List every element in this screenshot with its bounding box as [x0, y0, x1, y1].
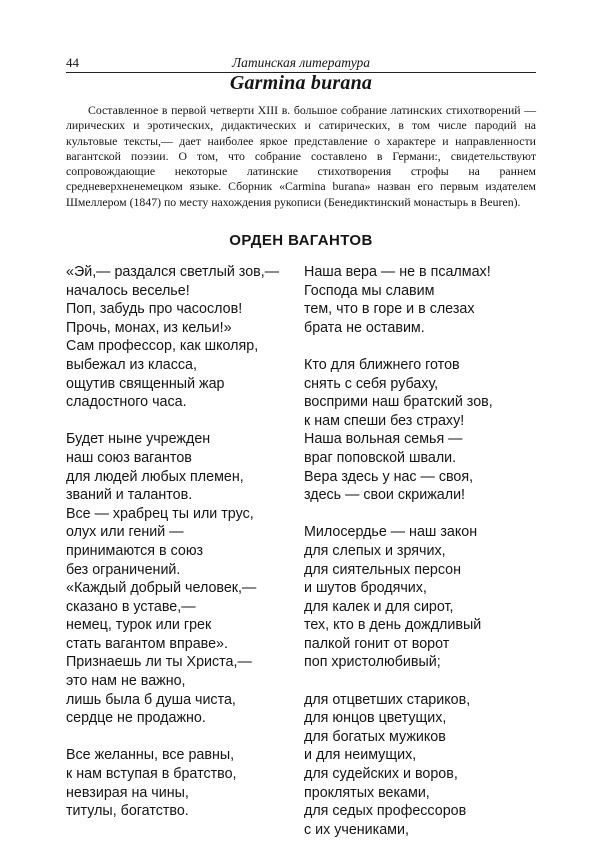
- poem-left-column: [66, 263, 294, 839]
- poem-line: Будет ныне учрежден: [66, 431, 211, 448]
- poem-line: для судейских и воров,: [304, 766, 458, 783]
- poem-line: Прочь, монах, из кельи!»: [66, 319, 232, 336]
- poem-line: «Каждый добрый человек,—: [66, 580, 257, 597]
- poem-line: титулы, богатство.: [66, 803, 189, 820]
- poem-line: олух или гений —: [66, 524, 184, 541]
- poem-line: тем, что в горе и в слезах: [304, 301, 475, 318]
- poem-line: и шутов бродячих,: [304, 580, 427, 597]
- poem-stanza: [304, 356, 540, 505]
- poem-line: и для неимущих,: [304, 747, 417, 764]
- poem-line: снять с себя рубаху,: [304, 375, 439, 392]
- poem-line: невзирая на чины,: [66, 784, 189, 801]
- poem-line: стать вагантом вправе».: [66, 635, 228, 652]
- poem-line: принимаются в союз: [66, 542, 204, 559]
- poem-line: лишь была б душа чиста,: [66, 691, 236, 708]
- poem-line: ощутив священный жар: [66, 375, 225, 392]
- poem-line: восприми наш братский зов,: [304, 394, 493, 411]
- poem-line: сладостного часа.: [66, 394, 187, 411]
- poem-line: тех, кто в день дождливый: [304, 617, 482, 634]
- poem-line: для седых профессоров: [304, 803, 467, 820]
- poem-line: для слепых и зрячих,: [304, 542, 446, 559]
- poem-line: для отцветших стариков,: [304, 691, 471, 708]
- poem-line: Сам профессор, как школяр,: [66, 338, 259, 355]
- poem-line: Кто для ближнего готов: [304, 356, 460, 373]
- poem-line: с их учениками,: [304, 821, 409, 838]
- poem-line: проклятых веками,: [304, 784, 430, 801]
- poem-line: сказано в уставе,—: [66, 598, 196, 615]
- poem-line: палкой гонит от ворот: [304, 635, 450, 652]
- poem-line: сердце не продажно.: [66, 710, 206, 727]
- poem-title: ОРДЕН ВАГАНТОВ: [229, 232, 373, 249]
- poem-line: Вера здесь у нас — своя,: [304, 468, 474, 485]
- poem-stanza: [304, 691, 540, 840]
- poem-line: званий и талантов.: [66, 487, 193, 504]
- poem-line: поп христолюбивый;: [304, 654, 441, 671]
- poem-line: к нам спеши без страху!: [304, 412, 465, 429]
- poem-line: к нам вступая в братство,: [66, 766, 237, 783]
- poem-line: Наша вера — не в псалмах!: [304, 264, 491, 280]
- poem-line: для юнцов цветущих,: [304, 710, 447, 727]
- poem-line: выбежал из класса,: [66, 356, 197, 373]
- poem-line: немец, турок или грек: [66, 617, 212, 634]
- poem-line: Милосердье — наш закон: [304, 524, 478, 541]
- running-title: Латинская литература: [231, 55, 371, 70]
- poem-line: Наша вольная семья —: [304, 431, 463, 448]
- poem-line: это нам не важно,: [66, 673, 186, 690]
- poem-line: для калек и для сирот,: [304, 598, 454, 615]
- poem-line: для богатых мужиков: [304, 728, 446, 745]
- poem-stanza: [304, 263, 540, 337]
- poem-line: Поп, забудь про часослов!: [66, 301, 243, 318]
- poem-line: для людей любых племен,: [66, 468, 244, 485]
- poem-stanza: [66, 430, 294, 728]
- section-title: Garmina burana: [229, 72, 373, 94]
- poem-stanza: [66, 746, 294, 820]
- poem-right-column: [304, 263, 540, 858]
- poem-line: наш союз вагантов: [66, 449, 192, 466]
- poem-line: Все — храбрец ты или трус,: [66, 505, 254, 522]
- poem-line: Все желанны, все равны,: [66, 747, 235, 764]
- poem-line: началось веселье!: [66, 282, 190, 299]
- poem-line: Признаешь ли ты Христа,—: [66, 654, 252, 671]
- poem-line: «Эй,— раздался светлый зов,—: [66, 264, 280, 280]
- intro-paragraph: Составленное в первой четверти XIII в. большое собрание латинских стихотворений — лирических и эротических, дидактических и сатирических, в том числе пародий на культовые тексты,— дает наиболее яркое представление о характере и направленности вагантской поэзии. О том, что собрание составлено в Германи:, свидетельствуют сопровождающие некоторые латинские стихотворения строфы на раннем средневерхненемецком языке. Сборник «Carmina burana» назван его первым издателем Шмеллером (1847) по месту нахождения рукописи (Бенедиктинский монастырь в Beuren).: [66, 103, 536, 209]
- poem-line: для сиятельных персон: [304, 561, 462, 578]
- page-number: 44: [66, 55, 79, 70]
- running-header: [66, 54, 536, 73]
- poem-line: враг поповской швали.: [304, 449, 457, 466]
- poem-line: здесь — свои скрижали!: [304, 487, 466, 504]
- poem-line: без ограничений.: [66, 561, 181, 578]
- poem-line: брата не оставим.: [304, 319, 425, 336]
- poem-stanza: [304, 523, 540, 672]
- poem-stanza: [66, 263, 294, 412]
- poem-line: Господа мы славим: [304, 282, 435, 299]
